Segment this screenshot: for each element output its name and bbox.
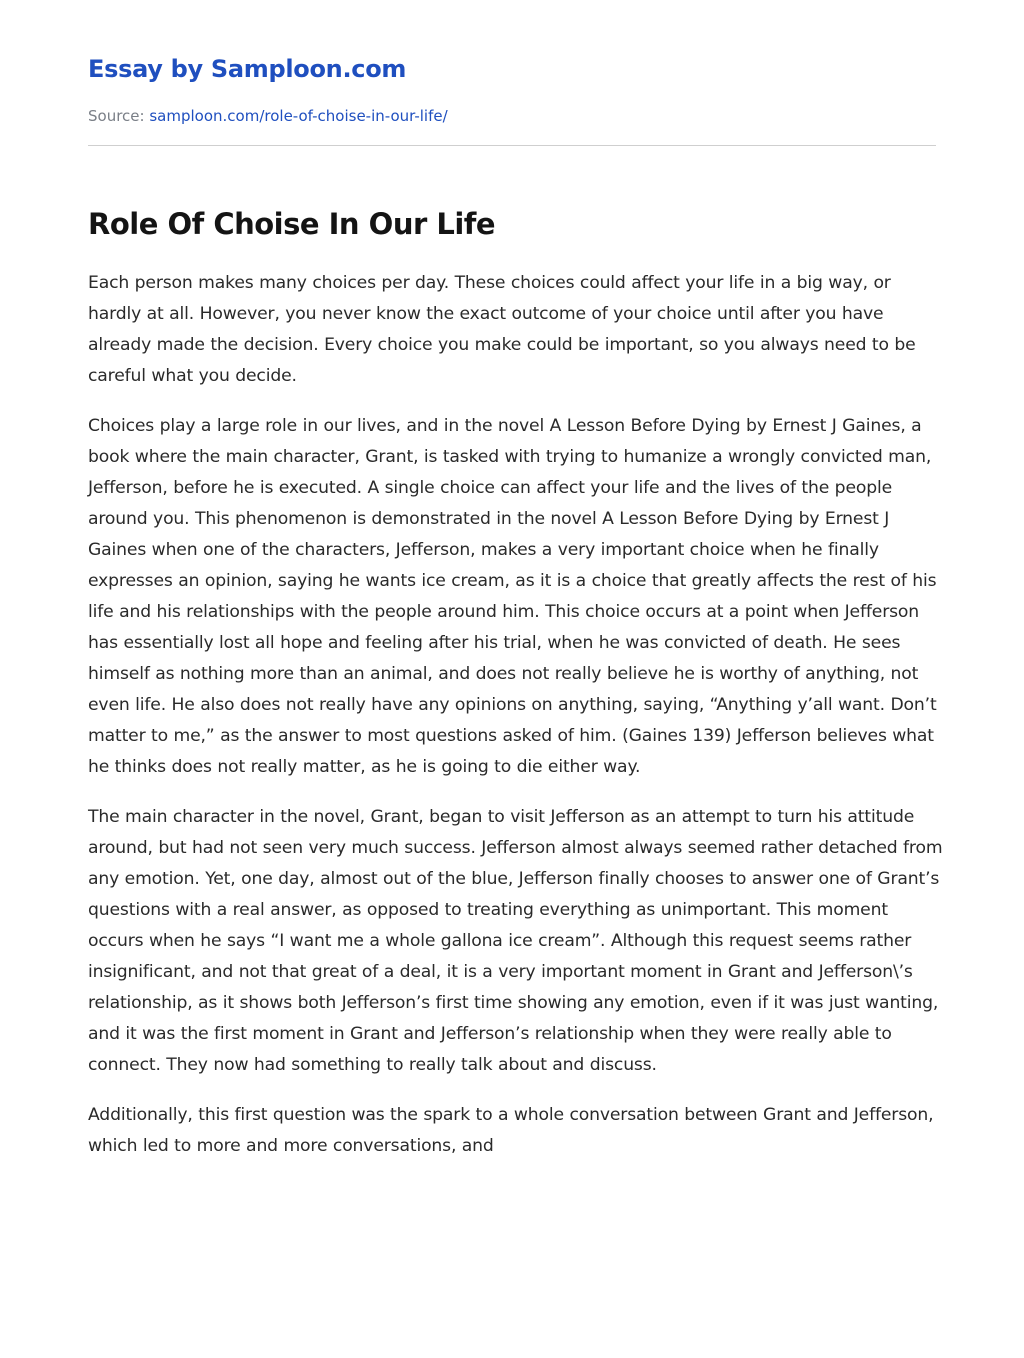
paragraph-4: Additionally, this first question was the spark to a whole conversation between Grant and Jefferson, which led to more and more conversations, and	[88, 1105, 934, 1156]
article-body	[88, 268, 948, 1181]
site-brand[interactable]: Essay by Samploon.com	[88, 55, 407, 83]
source-link[interactable]: samploon.com/role-of-choise-in-our-life/	[149, 107, 448, 125]
article-title: Role Of Choise In Our Life	[88, 207, 496, 241]
paragraph-1: Each person makes many choices per day. These choices could affect your life in a big way, or hardly at all. However, you never know the exact outcome of your choice until after you have already made the decision. Every choice you make could be important, so you always need to be careful what you decide.	[88, 273, 916, 386]
header-divider	[88, 145, 936, 146]
source-line	[88, 106, 448, 126]
paragraph-2: Choices play a large role in our lives, and in the novel A Lesson Before Dying by Ernest J Gaines, a book where the main character, Grant, is tasked with trying to humanize a wrongly convicted man, Jefferson, before he is executed. A single choice can affect your life and the lives of the people around you. This phenomenon is demonstrated in the novel A Lesson Before Dying by Ernest J Gaines when one of the characters, Jefferson, makes a very important choice when he finally expresses an opinion, saying he wants ice cream, as it is a choice that greatly affects the rest of his life and his relationships with the people around him. This choice occurs at a point when Jefferson has essentially lost all hope and feeling after his trial, when he was convicted of death. He sees himself as nothing more than an animal, and does not really believe he is worthy of anything, not even life. He also does not really have any opinions on anything, saying, “Anything y’all want. Don’t matter to me,” as the answer to most questions asked of him. (Gaines 139) Jefferson believes what he thinks does not really matter, as he is going to die either way.	[88, 416, 937, 777]
paragraph-3: The main character in the novel, Grant, began to visit Jefferson as an attempt to turn his attitude around, but had not seen very much success. Jefferson almost always seemed rather detached from any emotion. Yet, one day, almost out of the blue, Jefferson finally chooses to answer one of Grant’s questions with a real answer, as opposed to treating everything as unimportant. This moment occurs when he says “I want me a whole gallona ice cream”. Although this request seems rather insignificant, and not that great of a deal, it is a very important moment in Grant and Jefferson\’s relationship, as it shows both Jefferson’s first time showing any emotion, even if it was just wanting, and it was the first moment in Grant and Jefferson’s relationship when they were really able to connect. They now had something to really talk about and discuss.	[88, 807, 943, 1075]
source-label: Source:	[88, 107, 145, 125]
